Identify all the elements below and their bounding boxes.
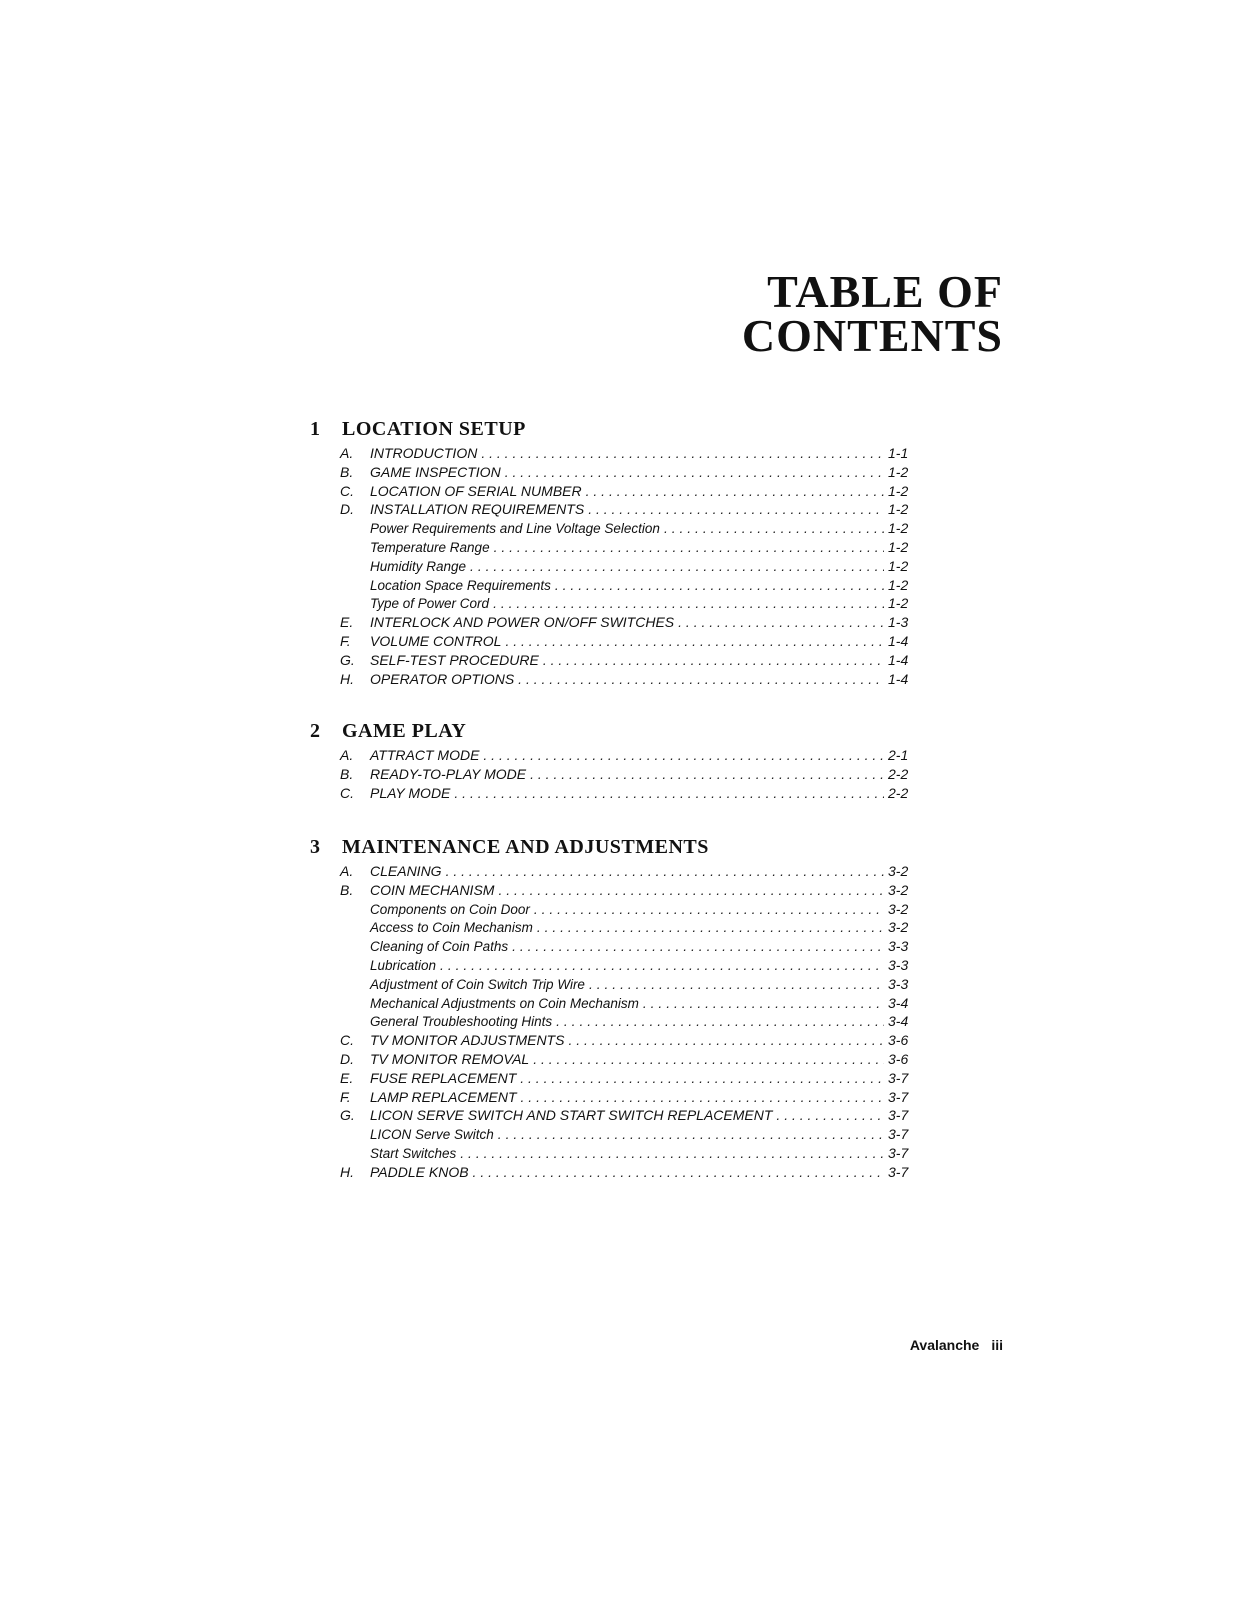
dot-leader (568, 1031, 884, 1050)
toc-entry-page: 3-7 (888, 1107, 909, 1124)
dot-leader (512, 937, 884, 956)
toc-entry-page: 2-2 (888, 784, 909, 801)
toc-entry-label: INTRODUCTION (370, 445, 478, 461)
section-game-play (310, 720, 910, 802)
toc-entry-page: 1-2 (888, 482, 909, 499)
toc-entry-page: 3-2 (888, 900, 909, 917)
toc-entry (310, 1050, 910, 1069)
toc-entry-label: FUSE REPLACEMENT (370, 1069, 517, 1086)
toc-entry (310, 784, 910, 803)
toc-entry-letter: C. (340, 784, 354, 801)
dot-leader (494, 538, 884, 557)
page-title (741, 266, 1003, 361)
dot-leader (533, 1050, 884, 1069)
toc-entry-page: 1-2 (888, 595, 909, 612)
toc-subentry (310, 1012, 910, 1031)
toc-entry-label: LAMP REPLACEMENT (370, 1088, 517, 1105)
toc-subentry (310, 576, 910, 595)
section-number: 2 (310, 720, 320, 742)
toc-entry-label: READY-TO-PLAY MODE (370, 765, 527, 782)
toc-entry-letter: G. (340, 651, 355, 668)
toc-entry-label: Lubrication (370, 957, 437, 973)
toc-entry (310, 1163, 910, 1182)
section-location-setup (310, 418, 910, 688)
section-heading (310, 836, 910, 862)
toc-entry-page: 3-3 (888, 956, 909, 973)
dot-leader (518, 670, 884, 689)
toc-entry-page: 3-2 (888, 881, 909, 898)
toc-entry-page: 3-7 (888, 1163, 909, 1180)
toc-entry-letter: F. (340, 632, 351, 649)
toc-entry-label: PADDLE KNOB (370, 1163, 469, 1180)
toc-subentry (310, 937, 910, 956)
toc-entry-letter: C. (340, 1032, 354, 1049)
toc-entry-page: 3-7 (888, 1069, 909, 1086)
dot-leader (678, 613, 884, 632)
toc-entry (310, 765, 910, 784)
toc-entry-page: 1-2 (888, 520, 909, 537)
toc-entry-label: Mechanical Adjustments on Coin Mechanism (370, 995, 639, 1011)
toc-entry-label: LICON Serve Switch (370, 1127, 494, 1143)
toc-entry-page: 3-7 (888, 1088, 909, 1105)
toc-entry (310, 881, 910, 900)
dot-leader (473, 1163, 884, 1182)
toc-subentry (310, 557, 910, 576)
toc-entry-page: 3-2 (888, 919, 909, 936)
toc-entry-page: 3-4 (888, 994, 909, 1011)
dot-leader (556, 1012, 884, 1031)
toc-entry-letter: E. (340, 614, 354, 631)
section-title: MAINTENANCE AND ADJUSTMENTS (342, 836, 709, 858)
toc-subentry (310, 594, 910, 613)
toc-subentry (310, 538, 910, 557)
section-number: 1 (310, 418, 320, 440)
footer-manual-name: Avalanche (909, 1337, 980, 1353)
dot-leader (543, 651, 884, 670)
section-heading (310, 720, 910, 746)
toc-subentry (310, 918, 910, 937)
toc-entry-letter: B. (340, 765, 354, 782)
toc-entry-page: 3-3 (888, 938, 909, 955)
page-footer (910, 1337, 1003, 1353)
toc-entry-page: 3-3 (888, 975, 909, 992)
toc-entry-letter: B. (340, 463, 354, 480)
dot-leader (588, 500, 884, 519)
toc-entry-label: PLAY MODE (370, 784, 451, 801)
toc-entry-label: Adjustment of Coin Switch Trip Wire (370, 976, 585, 992)
dot-leader (470, 557, 884, 576)
toc-entry (310, 613, 910, 632)
toc-subentry (310, 1125, 910, 1144)
toc-entry-page: 1-2 (888, 557, 909, 574)
dot-leader (505, 632, 884, 651)
toc-entry-letter: A. (340, 445, 354, 461)
toc-entry-label: Location Space Requirements (370, 577, 551, 593)
toc-subentry (310, 519, 910, 538)
toc-entry-label: Temperature Range (370, 539, 490, 555)
toc-entry (310, 862, 910, 881)
toc-entry-page: 1-2 (888, 576, 909, 593)
section-title: LOCATION SETUP (342, 418, 526, 440)
dot-leader (493, 594, 884, 613)
footer-page-number: iii (991, 1337, 1003, 1353)
toc-entry-page: 3-7 (888, 1144, 909, 1161)
toc-entry-letter: G. (340, 1107, 355, 1124)
toc-entry-page: 1-4 (888, 670, 909, 687)
dot-leader (440, 956, 884, 975)
dot-leader (530, 765, 884, 784)
toc-subentry (310, 994, 910, 1013)
toc-entry (310, 1069, 910, 1088)
toc-entry-label: COIN MECHANISM (370, 881, 495, 898)
toc-entry-label: VOLUME CONTROL (370, 632, 502, 649)
toc-entry-label: Cleaning of Coin Paths (370, 939, 509, 955)
dot-leader (776, 1106, 884, 1125)
toc-entry-label: ATTRACT MODE (370, 747, 480, 763)
toc-entry-page: 3-2 (888, 863, 909, 879)
section-maintenance-and-adjustments (310, 836, 910, 1182)
toc-entry (310, 463, 910, 482)
toc-entry-letter: H. (340, 1163, 354, 1180)
dot-leader (520, 1069, 884, 1088)
page-title-line-1: TABLE OF (767, 266, 1003, 317)
section-title: GAME PLAY (342, 720, 467, 742)
toc-entry-label: INSTALLATION REQUIREMENTS (370, 501, 585, 518)
toc-entry (310, 482, 910, 501)
toc-entry-page: 1-2 (888, 463, 909, 480)
toc-entry-page: 1-1 (888, 445, 909, 461)
toc-entry-label: Type of Power Cord (370, 596, 490, 612)
toc-entry (310, 500, 910, 519)
toc-entry-letter: B. (340, 881, 354, 898)
toc-entry-label: LOCATION OF SERIAL NUMBER (370, 482, 582, 499)
toc-entry (310, 1088, 910, 1107)
toc-subentry (310, 1144, 910, 1163)
toc-entry-letter: E. (340, 1069, 354, 1086)
toc-entry-page: 2-1 (888, 747, 909, 763)
toc-entry (310, 670, 910, 689)
toc-entry (310, 651, 910, 670)
toc-entry (310, 1031, 910, 1050)
toc-entry-letter: D. (340, 1050, 354, 1067)
dot-leader (446, 862, 884, 881)
toc-entry-label: SELF-TEST PROCEDURE (370, 651, 539, 668)
toc-entry-label: LICON SERVE SWITCH AND START SWITCH REPLACEMENT (370, 1107, 773, 1124)
dot-leader (534, 900, 884, 919)
dot-leader (586, 482, 884, 501)
dot-leader (589, 975, 884, 994)
toc-entry-page: 3-6 (888, 1032, 909, 1049)
toc-entry-page: 1-4 (888, 651, 909, 668)
dot-leader (498, 881, 884, 900)
toc-entry-page: 3-4 (888, 1013, 909, 1030)
toc-entry (310, 444, 910, 463)
toc-entry-label: Humidity Range (370, 558, 467, 574)
toc-entry-label: Power Requirements and Line Voltage Selection (370, 521, 660, 537)
toc-entry-letter: A. (340, 747, 354, 763)
toc-entry-letter: C. (340, 482, 354, 499)
dot-leader (555, 576, 884, 595)
toc-entry (310, 1106, 910, 1125)
toc-entry-label: OPERATOR OPTIONS (370, 670, 515, 687)
dot-leader (481, 444, 884, 463)
toc-subentry (310, 975, 910, 994)
toc-entry-page: 3-7 (888, 1126, 909, 1143)
toc-entry-page: 1-2 (888, 538, 909, 555)
toc-entry (310, 746, 910, 765)
page-title-line-2: CONTENTS (741, 310, 1003, 361)
toc-subentry (310, 956, 910, 975)
toc-entry-label: General Troubleshooting Hints (370, 1014, 553, 1030)
toc-entry-label: TV MONITOR ADJUSTMENTS (370, 1032, 565, 1049)
toc-entry-label: INTERLOCK AND POWER ON/OFF SWITCHES (370, 614, 675, 631)
toc-entry-page: 1-3 (888, 614, 909, 631)
toc-entry-page: 1-2 (888, 501, 909, 518)
dot-leader (460, 1144, 884, 1163)
toc-entry-label: GAME INSPECTION (370, 463, 501, 480)
dot-leader (664, 519, 884, 538)
toc-entry-label: Start Switches (370, 1145, 457, 1161)
toc-entry-label: Components on Coin Door (370, 901, 530, 917)
dot-leader (521, 1088, 884, 1107)
dot-leader (643, 994, 884, 1013)
toc-entry (310, 632, 910, 651)
toc-entry-page: 3-6 (888, 1050, 909, 1067)
toc-entry-page: 1-4 (888, 632, 909, 649)
toc-entry-label: Access to Coin Mechanism (370, 920, 533, 936)
toc-entry-letter: F. (340, 1088, 351, 1105)
toc-entry-letter: H. (340, 670, 354, 687)
section-heading (310, 418, 910, 444)
toc-entry-label: CLEANING (370, 863, 442, 879)
toc-entry-letter: A. (340, 863, 354, 879)
section-number: 3 (310, 836, 320, 858)
toc-subentry (310, 900, 910, 919)
toc-entry-label: TV MONITOR REMOVAL (370, 1050, 530, 1067)
dot-leader (505, 463, 884, 482)
dot-leader (537, 918, 884, 937)
dot-leader (454, 784, 884, 803)
toc-entry-letter: D. (340, 501, 354, 518)
dot-leader (498, 1125, 884, 1144)
toc-entry-page: 2-2 (888, 765, 909, 782)
dot-leader (483, 746, 884, 765)
